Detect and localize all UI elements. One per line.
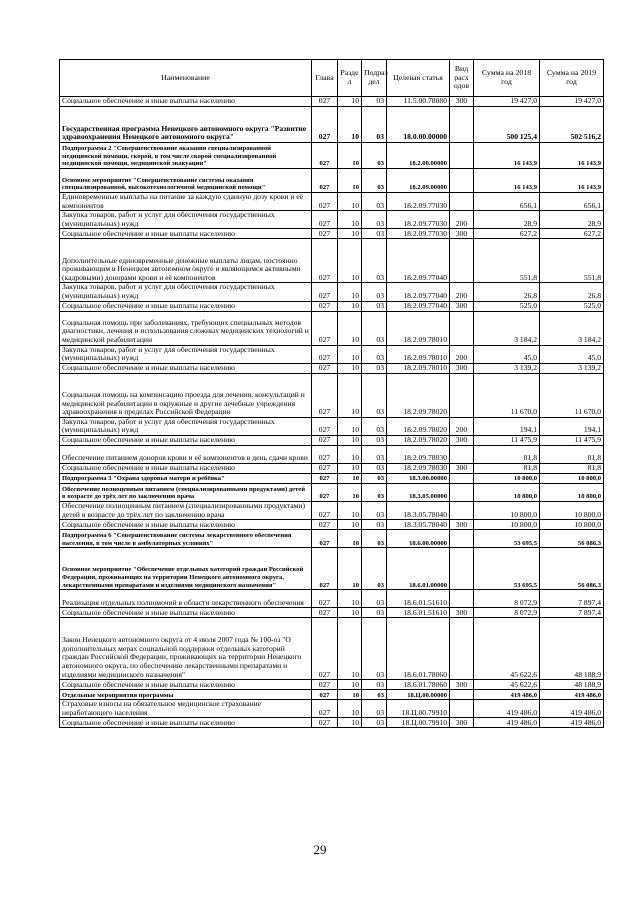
row-name: Отдельные мероприятия программы bbox=[60, 690, 312, 700]
row-podrazdel: 03 bbox=[362, 363, 387, 373]
row-sum-2018: 45 622,6 bbox=[474, 618, 540, 680]
row-razdel: 10 bbox=[338, 373, 362, 417]
row-podrazdel: 03 bbox=[362, 283, 387, 301]
row-target-article: 18.2.09.78020 bbox=[387, 435, 450, 445]
row-sum-2019: 7 897,4 bbox=[540, 608, 604, 618]
row-sum-2018: 16 143,9 bbox=[474, 169, 540, 193]
row-glava: 027 bbox=[312, 301, 338, 311]
page-number: 29 bbox=[313, 842, 327, 857]
table-row bbox=[60, 548, 604, 590]
row-expense-type: 300 bbox=[450, 608, 474, 618]
row-expense-type bbox=[450, 311, 474, 345]
table-row bbox=[60, 239, 604, 283]
row-podrazdel: 03 bbox=[362, 690, 387, 700]
row-expense-type bbox=[450, 169, 474, 193]
row-glava: 027 bbox=[312, 363, 338, 373]
row-razdel: 10 bbox=[338, 520, 362, 530]
row-expense-type bbox=[450, 590, 474, 608]
table-row bbox=[60, 473, 604, 483]
row-expense-type bbox=[450, 530, 474, 548]
row-sum-2018: 45 622,6 bbox=[474, 680, 540, 690]
row-name: Закупка товаров, работ и услуг для обеспечения государственных (муниципальных) нужд bbox=[60, 211, 312, 229]
row-glava: 027 bbox=[312, 435, 338, 445]
row-razdel: 10 bbox=[338, 301, 362, 311]
row-glava: 027 bbox=[312, 211, 338, 229]
row-glava: 027 bbox=[312, 97, 338, 107]
row-name: Государственная программа Ненецкого автономного округа "Развитие здравоохранения Ненецкого автономного округа" bbox=[60, 107, 312, 143]
row-podrazdel: 03 bbox=[362, 311, 387, 345]
row-sum-2019: 11 670,0 bbox=[540, 373, 604, 417]
row-sum-2019: 26,8 bbox=[540, 283, 604, 301]
row-glava: 027 bbox=[312, 417, 338, 435]
row-sum-2019: 16 143,9 bbox=[540, 169, 604, 193]
header-sum-2018: Сумма на 2018 год bbox=[474, 60, 540, 97]
row-target-article: 18.2.09.77030 bbox=[387, 211, 450, 229]
row-target-article: 18.6.01.78060 bbox=[387, 680, 450, 690]
row-podrazdel: 03 bbox=[362, 417, 387, 435]
row-razdel: 10 bbox=[338, 690, 362, 700]
table-row bbox=[60, 520, 604, 530]
row-podrazdel: 03 bbox=[362, 193, 387, 211]
row-razdel: 10 bbox=[338, 345, 362, 363]
row-sum-2019: 7 897,4 bbox=[540, 590, 604, 608]
row-name: Подпрограмма 6 "Совершенствование системы лекарственного обеспечения населения, в том числе в амбулаторных условиях" bbox=[60, 530, 312, 548]
row-name: Социальное обеспечение и иные выплаты населению bbox=[60, 435, 312, 445]
row-razdel: 10 bbox=[338, 445, 362, 463]
header-glava: Глава bbox=[312, 60, 338, 97]
header-name: Наименование bbox=[60, 60, 312, 97]
row-razdel: 10 bbox=[338, 143, 362, 169]
row-razdel: 10 bbox=[338, 530, 362, 548]
row-sum-2019: 3 184,2 bbox=[540, 311, 604, 345]
row-target-article: 18.2.09.78020 bbox=[387, 417, 450, 435]
table-row bbox=[60, 618, 604, 680]
row-razdel: 10 bbox=[338, 483, 362, 501]
row-name: Реализация отдельных полномочий в области лекарственного обеспечения bbox=[60, 590, 312, 608]
row-podrazdel: 03 bbox=[362, 373, 387, 417]
row-name: Социальное обеспечение и иные выплаты населению bbox=[60, 97, 312, 107]
row-razdel: 10 bbox=[338, 239, 362, 283]
table-row bbox=[60, 373, 604, 417]
row-podrazdel: 03 bbox=[362, 520, 387, 530]
row-sum-2018: 81,8 bbox=[474, 463, 540, 473]
row-expense-type: 200 bbox=[450, 283, 474, 301]
row-podrazdel: 03 bbox=[362, 501, 387, 519]
table-row bbox=[60, 345, 604, 363]
row-target-article: 18.Ц.00.00000 bbox=[387, 690, 450, 700]
row-target-article: 18.2.09.78020 bbox=[387, 373, 450, 417]
row-target-article: 18.6.00.00000 bbox=[387, 530, 450, 548]
row-sum-2018: 45,0 bbox=[474, 345, 540, 363]
row-expense-type: 300 bbox=[450, 520, 474, 530]
row-expense-type: 300 bbox=[450, 718, 474, 728]
row-sum-2018: 419 486,0 bbox=[474, 718, 540, 728]
row-razdel: 10 bbox=[338, 700, 362, 718]
row-expense-type bbox=[450, 193, 474, 211]
table-row bbox=[60, 311, 604, 345]
row-podrazdel: 03 bbox=[362, 608, 387, 618]
row-target-article: 18.6.01.00000 bbox=[387, 548, 450, 590]
row-glava: 027 bbox=[312, 239, 338, 283]
row-glava: 027 bbox=[312, 548, 338, 590]
row-glava: 027 bbox=[312, 520, 338, 530]
table-row bbox=[60, 530, 604, 548]
row-razdel: 10 bbox=[338, 718, 362, 728]
row-sum-2019: 419 486,0 bbox=[540, 718, 604, 728]
row-razdel: 10 bbox=[338, 211, 362, 229]
row-razdel: 10 bbox=[338, 311, 362, 345]
row-glava: 027 bbox=[312, 501, 338, 519]
row-name: Социальное обеспечение и иные выплаты населению bbox=[60, 229, 312, 239]
row-sum-2019: 10 800,0 bbox=[540, 483, 604, 501]
row-name: Подпрограмма 2 "Совершенствование оказания специализированной медицинской помощи, скорой, в том числе скорой специализированной медицинской помощи, медицинской эвакуации" bbox=[60, 143, 312, 169]
row-sum-2019: 11 475,9 bbox=[540, 435, 604, 445]
table-header-row bbox=[60, 60, 604, 97]
row-sum-2018: 419 486,0 bbox=[474, 700, 540, 718]
header-sum-2019: Сумма на 2019 год bbox=[540, 60, 604, 97]
row-sum-2019: 48 188,9 bbox=[540, 618, 604, 680]
table-row bbox=[60, 283, 604, 301]
row-glava: 027 bbox=[312, 590, 338, 608]
table-row bbox=[60, 143, 604, 169]
row-sum-2018: 194,1 bbox=[474, 417, 540, 435]
budget-table-page bbox=[59, 59, 603, 728]
row-expense-type bbox=[450, 143, 474, 169]
row-name: Закупка товаров, работ и услуг для обеспечения государственных (муниципальных) нужд bbox=[60, 345, 312, 363]
table-row bbox=[60, 463, 604, 473]
row-target-article: 18.Ц.00.79910 bbox=[387, 700, 450, 718]
row-podrazdel: 03 bbox=[362, 590, 387, 608]
row-expense-type: 200 bbox=[450, 211, 474, 229]
header-podrazdel: Подраз дел bbox=[362, 60, 387, 97]
row-razdel: 10 bbox=[338, 97, 362, 107]
row-sum-2019: 627,2 bbox=[540, 229, 604, 239]
header-razdel: Разде л bbox=[338, 60, 362, 97]
row-podrazdel: 03 bbox=[362, 345, 387, 363]
row-target-article: 18.3.05.78040 bbox=[387, 501, 450, 519]
table-row bbox=[60, 363, 604, 373]
row-name: Единовременные выплаты на питание за каждую сданную дозу крови и её компонентов bbox=[60, 193, 312, 211]
table-body bbox=[60, 97, 604, 728]
budget-table bbox=[59, 59, 604, 728]
row-glava: 027 bbox=[312, 229, 338, 239]
table-row bbox=[60, 229, 604, 239]
row-sum-2019: 81,8 bbox=[540, 463, 604, 473]
row-podrazdel: 03 bbox=[362, 548, 387, 590]
row-sum-2019: 10 800,0 bbox=[540, 501, 604, 519]
row-target-article: 18.0.00.00000 bbox=[387, 107, 450, 143]
row-name: Закон Ненецкого автономного округа от 4 июля 2007 года № 100-оз "О дополнительных мерах социальной поддержки отдельных категорий граждан Российской Федерации, проживающих на территории Ненецкого автономного округа, по обеспечению лекарственными препаратами и изделиями медицинского назначения" bbox=[60, 618, 312, 680]
table-row bbox=[60, 211, 604, 229]
row-razdel: 10 bbox=[338, 107, 362, 143]
row-name: Обеспечение питанием доноров крови и её компонентов в день сдачи крови bbox=[60, 445, 312, 463]
row-name: Основное мероприятие "Обеспечение отдельных категорий граждан Российской Федерации, проживающих на территории Ненецкого автономного округа, лекарственными препаратами и изделиями медицинского назначения" bbox=[60, 548, 312, 590]
row-expense-type bbox=[450, 483, 474, 501]
row-expense-type bbox=[450, 107, 474, 143]
table-row bbox=[60, 590, 604, 608]
row-expense-type bbox=[450, 700, 474, 718]
row-name: Социальное обеспечение и иные выплаты населению bbox=[60, 301, 312, 311]
row-target-article: 18.Ц.00.79910 bbox=[387, 718, 450, 728]
row-podrazdel: 03 bbox=[362, 530, 387, 548]
row-glava: 027 bbox=[312, 311, 338, 345]
table-row bbox=[60, 690, 604, 700]
table-row bbox=[60, 700, 604, 718]
row-sum-2019: 194,1 bbox=[540, 417, 604, 435]
row-expense-type: 300 bbox=[450, 680, 474, 690]
row-target-article: 18.3.00.00000 bbox=[387, 473, 450, 483]
row-target-article: 18.2.09.77030 bbox=[387, 193, 450, 211]
row-podrazdel: 03 bbox=[362, 700, 387, 718]
row-sum-2018: 10 800,0 bbox=[474, 501, 540, 519]
row-razdel: 10 bbox=[338, 169, 362, 193]
row-razdel: 10 bbox=[338, 417, 362, 435]
row-sum-2018: 8 072,9 bbox=[474, 590, 540, 608]
row-sum-2018: 53 695,5 bbox=[474, 548, 540, 590]
row-target-article: 18.2.09.77040 bbox=[387, 283, 450, 301]
row-sum-2019: 3 139,2 bbox=[540, 363, 604, 373]
row-razdel: 10 bbox=[338, 680, 362, 690]
row-glava: 027 bbox=[312, 107, 338, 143]
row-podrazdel: 03 bbox=[362, 618, 387, 680]
row-glava: 027 bbox=[312, 680, 338, 690]
row-name: Социальная помощь на компенсацию проезда для лечения, консультаций и медицинской реабилитации в окружные и другие лечебные учреждения здравоохранения в пределах Российской Федерации bbox=[60, 373, 312, 417]
row-sum-2018: 28,9 bbox=[474, 211, 540, 229]
row-sum-2019: 16 143,9 bbox=[540, 143, 604, 169]
row-sum-2018: 3 139,2 bbox=[474, 363, 540, 373]
row-sum-2018: 26,8 bbox=[474, 283, 540, 301]
row-sum-2019: 28,9 bbox=[540, 211, 604, 229]
row-sum-2018: 10 800,0 bbox=[474, 473, 540, 483]
row-sum-2018: 81,8 bbox=[474, 445, 540, 463]
row-target-article: 18.6.01.78060 bbox=[387, 618, 450, 680]
row-name: Страховые взносы на обязательное медицинское страхование неработающего населения bbox=[60, 700, 312, 718]
row-razdel: 10 bbox=[338, 283, 362, 301]
row-name: Социальное обеспечение и иные выплаты населению bbox=[60, 680, 312, 690]
row-glava: 027 bbox=[312, 445, 338, 463]
row-glava: 027 bbox=[312, 483, 338, 501]
row-target-article: 18.2.09.78010 bbox=[387, 345, 450, 363]
row-expense-type: 300 bbox=[450, 97, 474, 107]
row-razdel: 10 bbox=[338, 473, 362, 483]
row-glava: 027 bbox=[312, 530, 338, 548]
row-name: Обеспечение полноценным питанием (специализированными продуктами) детей в возрасте до трёх лет по заключению врача bbox=[60, 501, 312, 519]
row-target-article: 18.2.09.77030 bbox=[387, 229, 450, 239]
row-razdel: 10 bbox=[338, 590, 362, 608]
row-expense-type bbox=[450, 373, 474, 417]
row-glava: 027 bbox=[312, 193, 338, 211]
row-expense-type: 300 bbox=[450, 229, 474, 239]
row-glava: 027 bbox=[312, 283, 338, 301]
row-sum-2019: 81,8 bbox=[540, 445, 604, 463]
row-podrazdel: 03 bbox=[362, 483, 387, 501]
row-razdel: 10 bbox=[338, 193, 362, 211]
row-razdel: 10 bbox=[338, 618, 362, 680]
row-target-article: 18.2.09.77040 bbox=[387, 301, 450, 311]
table-row bbox=[60, 193, 604, 211]
row-sum-2019: 19 427,0 bbox=[540, 97, 604, 107]
row-sum-2018: 627,2 bbox=[474, 229, 540, 239]
row-expense-type bbox=[450, 548, 474, 590]
row-target-article: 18.2.09.78030 bbox=[387, 445, 450, 463]
row-expense-type bbox=[450, 239, 474, 283]
row-podrazdel: 03 bbox=[362, 463, 387, 473]
row-glava: 027 bbox=[312, 169, 338, 193]
row-sum-2018: 11 475,9 bbox=[474, 435, 540, 445]
row-expense-type: 200 bbox=[450, 345, 474, 363]
row-glava: 027 bbox=[312, 463, 338, 473]
row-name: Социальное обеспечение и иные выплаты населению bbox=[60, 608, 312, 618]
row-podrazdel: 03 bbox=[362, 435, 387, 445]
row-podrazdel: 03 bbox=[362, 445, 387, 463]
row-expense-type bbox=[450, 445, 474, 463]
row-sum-2018: 3 184,2 bbox=[474, 311, 540, 345]
row-sum-2018: 419 486,0 bbox=[474, 690, 540, 700]
row-glava: 027 bbox=[312, 143, 338, 169]
row-podrazdel: 03 bbox=[362, 211, 387, 229]
row-sum-2019: 419 486,0 bbox=[540, 690, 604, 700]
row-sum-2018: 10 800,0 bbox=[474, 483, 540, 501]
table-row bbox=[60, 107, 604, 143]
row-sum-2019: 48 188,9 bbox=[540, 680, 604, 690]
row-glava: 027 bbox=[312, 718, 338, 728]
row-name: Основное мероприятие "Совершенствование системы оказания специализированной, высокотехнологичной медицинской помощи" bbox=[60, 169, 312, 193]
row-expense-type: 300 bbox=[450, 463, 474, 473]
row-sum-2019: 10 800,0 bbox=[540, 473, 604, 483]
table-row bbox=[60, 718, 604, 728]
row-sum-2018: 16 143,9 bbox=[474, 143, 540, 169]
row-name: Подпрограмма 3 "Охрана здоровья матери и ребёнка" bbox=[60, 473, 312, 483]
table-row bbox=[60, 97, 604, 107]
row-podrazdel: 03 bbox=[362, 473, 387, 483]
row-sum-2018: 551,8 bbox=[474, 239, 540, 283]
row-target-article: 18.2.00.00000 bbox=[387, 143, 450, 169]
row-sum-2019: 56 086,3 bbox=[540, 530, 604, 548]
row-glava: 027 bbox=[312, 473, 338, 483]
row-target-article: 18.2.09.78010 bbox=[387, 311, 450, 345]
row-sum-2019: 45,0 bbox=[540, 345, 604, 363]
row-name: Социальное обеспечение и иные выплаты населению bbox=[60, 718, 312, 728]
row-razdel: 10 bbox=[338, 501, 362, 519]
row-razdel: 10 bbox=[338, 608, 362, 618]
row-target-article: 18.2.09.77040 bbox=[387, 239, 450, 283]
row-sum-2018: 8 072,9 bbox=[474, 608, 540, 618]
row-glava: 027 bbox=[312, 608, 338, 618]
row-sum-2018: 19 427,0 bbox=[474, 97, 540, 107]
row-name: Социальное обеспечение и иные выплаты населению bbox=[60, 463, 312, 473]
row-sum-2019: 419 486,0 bbox=[540, 700, 604, 718]
row-name: Закупка товаров, работ и услуг для обеспечения государственных (муниципальных) нужд bbox=[60, 283, 312, 301]
row-expense-type bbox=[450, 690, 474, 700]
row-expense-type: 300 bbox=[450, 363, 474, 373]
row-expense-type bbox=[450, 618, 474, 680]
row-razdel: 10 bbox=[338, 363, 362, 373]
row-sum-2019: 10 800,0 bbox=[540, 520, 604, 530]
row-target-article: 18.2.09.00000 bbox=[387, 169, 450, 193]
table-row bbox=[60, 483, 604, 501]
table-row bbox=[60, 501, 604, 519]
row-glava: 027 bbox=[312, 373, 338, 417]
row-podrazdel: 03 bbox=[362, 229, 387, 239]
row-expense-type: 300 bbox=[450, 301, 474, 311]
table-row bbox=[60, 608, 604, 618]
row-glava: 027 bbox=[312, 618, 338, 680]
row-sum-2019: 525,0 bbox=[540, 301, 604, 311]
table-row bbox=[60, 435, 604, 445]
row-razdel: 10 bbox=[338, 229, 362, 239]
row-expense-type bbox=[450, 473, 474, 483]
row-sum-2018: 10 800,0 bbox=[474, 520, 540, 530]
table-row bbox=[60, 169, 604, 193]
header-target-article: Целевая статья bbox=[387, 60, 450, 97]
row-name: Социальное обеспечение и иные выплаты населению bbox=[60, 520, 312, 530]
row-name: Закупка товаров, работ и услуг для обеспечения государственных (муниципальных) нужд bbox=[60, 417, 312, 435]
row-podrazdel: 03 bbox=[362, 301, 387, 311]
row-podrazdel: 03 bbox=[362, 239, 387, 283]
row-podrazdel: 03 bbox=[362, 97, 387, 107]
row-glava: 027 bbox=[312, 700, 338, 718]
row-target-article: 18.2.09.78030 bbox=[387, 463, 450, 473]
row-razdel: 10 bbox=[338, 435, 362, 445]
row-sum-2019: 56 086,3 bbox=[540, 548, 604, 590]
table-row bbox=[60, 445, 604, 463]
row-podrazdel: 03 bbox=[362, 718, 387, 728]
row-sum-2018: 11 670,0 bbox=[474, 373, 540, 417]
row-name: Социальная помощь при заболеваниях, требующих специальных методов диагностики, лечения и использования сложных медицинских технологий и медицинской реабилитации bbox=[60, 311, 312, 345]
row-podrazdel: 03 bbox=[362, 169, 387, 193]
row-podrazdel: 03 bbox=[362, 143, 387, 169]
row-target-article: 18.6.01.51610 bbox=[387, 590, 450, 608]
table-row bbox=[60, 680, 604, 690]
row-name: Социальное обеспечение и иные выплаты населению bbox=[60, 363, 312, 373]
row-name: Дополнительные единовременные денежные выплаты лицам, постоянно проживающим в Ненецком автономном округе и являющимся активными (кадровыми) донорами крови и её компонентов bbox=[60, 239, 312, 283]
row-glava: 027 bbox=[312, 690, 338, 700]
row-target-article: 18.3.05.00000 bbox=[387, 483, 450, 501]
row-target-article: 11.5.00.78080 bbox=[387, 97, 450, 107]
row-sum-2019: 551,8 bbox=[540, 239, 604, 283]
row-sum-2019: 656,1 bbox=[540, 193, 604, 211]
row-expense-type: 200 bbox=[450, 417, 474, 435]
row-razdel: 10 bbox=[338, 463, 362, 473]
table-row bbox=[60, 417, 604, 435]
row-target-article: 18.2.09.78010 bbox=[387, 363, 450, 373]
row-target-article: 18.6.01.51610 bbox=[387, 608, 450, 618]
row-glava: 027 bbox=[312, 345, 338, 363]
row-sum-2018: 525,0 bbox=[474, 301, 540, 311]
row-name: Обеспечение полноценным питанием (специализированными продуктами) детей в возрасте до трёх лет по заключению врача bbox=[60, 483, 312, 501]
row-expense-type: 300 bbox=[450, 435, 474, 445]
row-sum-2018: 53 695,5 bbox=[474, 530, 540, 548]
row-sum-2018: 500 125,4 bbox=[474, 107, 540, 143]
row-sum-2019: 502 516,2 bbox=[540, 107, 604, 143]
header-expense-type: Вид расх одов bbox=[450, 60, 474, 97]
row-sum-2018: 656,1 bbox=[474, 193, 540, 211]
table-row bbox=[60, 301, 604, 311]
row-podrazdel: 03 bbox=[362, 680, 387, 690]
row-podrazdel: 03 bbox=[362, 107, 387, 143]
row-target-article: 18.3.05.78040 bbox=[387, 520, 450, 530]
row-razdel: 10 bbox=[338, 548, 362, 590]
row-expense-type bbox=[450, 501, 474, 519]
